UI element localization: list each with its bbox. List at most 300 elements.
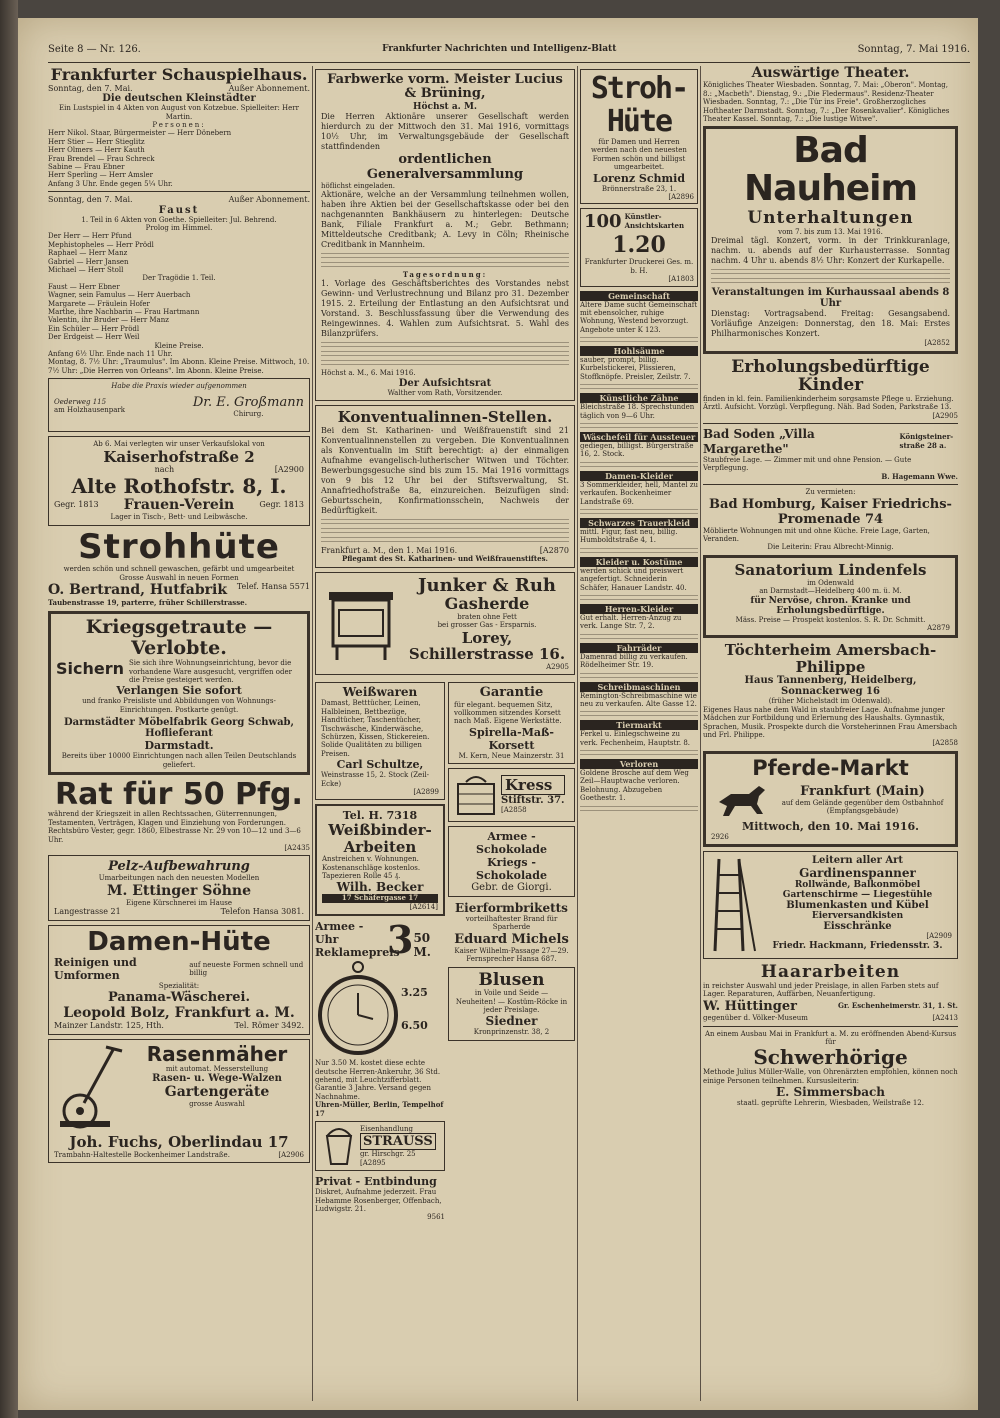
theatre-title: Frankfurter Schauspielhaus. (50, 66, 308, 84)
prices: Kleine Preise. (154, 341, 204, 350)
erholung-ad (703, 358, 958, 421)
straw-title: Strohhüte (78, 526, 280, 567)
classified-text: 3 Sommerkleider, hell, Mantel zu verkaufen. Bockenheimer Landstraße 69. (580, 480, 698, 506)
bh-firm: Die Leiterin: Frau Albrecht-Minnig. (767, 543, 894, 552)
straw-desc2: Grosse Auswahl in neuen Formen (119, 573, 239, 582)
text-filler (580, 384, 698, 390)
rasen-sub4: grosse Auswahl (189, 1100, 245, 1109)
jr-sub2: bei grosser Gas - Ersparnis. (437, 621, 537, 630)
konventualinnen-notice (315, 405, 575, 567)
pelz-title: Pelz-Aufbewahrung (108, 859, 250, 875)
gs-line6: Eierversandkisten (811, 911, 904, 922)
ww-title: Weißwaren (342, 685, 418, 700)
weissbinder-ad (315, 804, 445, 916)
bh-body: Möblierte Wohnungen mit und ohne Küche. Freie Lage, Garten, Veranden. (703, 526, 930, 543)
classified-text: Ältere Dame sucht Gemeinschaft mit ebensolcher, ruhige Wohnung, Westend bevorzugt. Angebote unter K 123. (580, 300, 698, 334)
gs-line4: Gartenschirme — Liegestühle (782, 890, 933, 901)
fw-board: Der Aufsichtsrat (398, 377, 492, 389)
toechterheim-ad (703, 642, 958, 747)
gas-stove-icon (321, 582, 401, 664)
classified-text: Remington-Schreibmaschine wie neu zu verkaufen. Alte Gasse 12. (580, 691, 697, 708)
page-header (48, 44, 970, 63)
ek-tel: Fernsprecher Hansa 687. (466, 955, 557, 964)
er-body: finden in kl. fein. Familienkinderheim sorgsamste Pflege u. Erziehung. Ärztl. Aufsicht. Vorzügl. Verpflegung. Näh. Bad Soden, Parkstraße 13. (703, 395, 954, 412)
ha-firm: W. Hüttinger (703, 998, 797, 1014)
text-filler (580, 750, 698, 756)
weisswaren-ad (315, 682, 445, 800)
column-rule (312, 66, 313, 1401)
frauenverein-ad (48, 436, 310, 526)
pm-city: Frankfurt (Main) (800, 783, 925, 799)
ek-sub: vorteilhaftester Brand für Sparherde (465, 915, 558, 932)
fv-intro: Ab 6. Mai verlegten wir unser Verkaufslokal von (93, 440, 265, 449)
classified-text: Gut erhalt. Herren-Anzug zu verk. Lange Str. 7, 2. (580, 613, 682, 631)
cast-entry: Wagner, sein Famulus — Herr Auerbach (48, 291, 191, 300)
bn-sec: Veranstaltungen im Kurhaussaal abends 8 Uhr (711, 287, 950, 310)
garantie-ad (448, 682, 575, 764)
sl-title: Sanatorium Lindenfels (734, 560, 927, 579)
newspaper-title: Frankfurter Nachrichten und Intelligenz-Blatt (382, 44, 617, 54)
pm-title: Pferde-Markt (752, 755, 909, 780)
th-body: Eigenes Haus nahe dem Wald in staubfreier Lage. Aufnahme junger Mädchen zur Fortbildung und Erlernung des Haushalts. Gymnastik, Sprachen, Musik. Prospekte durch die Vorsteherinnen Frau Amersbach und Frl. Philippe. (703, 705, 958, 739)
fw-city: Höchst a. M. (412, 101, 478, 112)
cast-entry: Mephistopheles — Herr Prödl (48, 240, 154, 249)
doctor-addr2: am Holzhausenpark (54, 406, 125, 415)
fw-title: Farbwerke vorm. Meister Lucius & Brüning, (327, 72, 563, 102)
war-text: Sie sich ihre Wohnungseinrichtung, bevor die vorhandene Ware ausgesucht, vergriffen oder die Preise gesteigert werden. (129, 659, 292, 684)
fw-meeting: ordentlichen Generalversammlung (366, 151, 524, 182)
kv-date: Frankfurt a. M., den 1. Mai 1916. (321, 545, 458, 555)
bl-title: Blusen (478, 969, 545, 990)
schokolade-ad (448, 826, 575, 897)
ha-body: in reichster Auswahl und jeder Preislage, in allen Farben stets auf Lager. Reparaturen, Auffärben, Neuanfertigung. (703, 981, 939, 999)
rasenmaeher-ad (48, 1039, 310, 1163)
pe-title: Privat - Entbindung (315, 1175, 437, 1189)
bad-soden-ad (703, 427, 958, 481)
cast-list-2 (48, 232, 310, 274)
bs-addr: Königsteiner-straße 28 a. (899, 432, 954, 450)
bs-body: Staubfreie Lage. — Zimmer mit und ohne Pension. — Gute Verpflegung. (703, 456, 912, 473)
cast-entry: Sabine — Frau Ebner (48, 162, 125, 171)
rasen-title: Rasenmäher (146, 1042, 288, 1067)
perf2-sub: Außer Abonnement. (228, 195, 310, 205)
column-3 (580, 66, 698, 815)
k100-label: Künstler-Ansichtskarten (624, 212, 685, 230)
cast-entry: Valentin, ihr Bruder — Herr Manz (48, 316, 169, 325)
jr-code: A2905 (546, 662, 569, 671)
text-filler (580, 509, 698, 515)
classified-heading: Verloren (580, 759, 698, 769)
k100-code: [A1803 (668, 275, 694, 284)
k100-price: 1.20 (612, 232, 666, 259)
perf2-date: Sonntag, den 7. Mai. (48, 195, 133, 205)
rasen-code: [A2906 (278, 1151, 304, 1160)
rasen-foot: Trambahn-Haltestelle Bockenheimer Landstraße. (54, 1151, 230, 1160)
classified-text: mittl. Figur, fast neu, billig. Humboldtstraße 4, 1. (580, 527, 678, 545)
wb-firm: Wilh. Becker (336, 880, 424, 895)
wb-body: Anstreichen v. Wohnungen. Kostenanschläge kostenlos. Tapezieren Rolle 45 ₰. (322, 855, 421, 881)
gs-line7: Eisschränke (823, 921, 892, 933)
es-line1: Eisenhandlung (360, 1124, 413, 1133)
classified-text: Bleichstraße 18. Sprechstunden täglich von 9—6 Uhr. (580, 403, 695, 420)
sanatorium-ad (703, 555, 958, 639)
cast-entry: Herr Stier — Herr Stieglitz (48, 137, 145, 146)
rasen-sub2: Rasen- u. Wege-Walzen (152, 1073, 282, 1085)
blusen-ad (448, 967, 575, 1041)
watch-price: 3 (387, 917, 414, 963)
straw-addr: Taubenstrasse 19, parterre, früher Schillerstrasse. (48, 598, 248, 608)
sh-addr: Brönnerstraße 23, 1. (601, 184, 677, 193)
classified-heading: Fahrräder (580, 643, 698, 653)
sw-firm: E. Simmersbach (775, 1085, 886, 1100)
bs-title: Bad Soden „Villa Margarethe" (703, 427, 815, 456)
text-filler (580, 806, 698, 812)
schwerhoerige-ad (703, 1030, 958, 1108)
stroh-huete-ad (580, 69, 698, 204)
gs-line1: Leitern aller Art (811, 855, 904, 867)
tel-label: Tel. H. 7318 (342, 809, 418, 823)
es-addr: gr. Hirschgr. 25 (360, 1150, 416, 1159)
classifieds-list (580, 291, 698, 812)
tragedy-head: Der Tragödie 1. Teil. (142, 274, 216, 283)
bh-intro: Zu vermieten: (805, 488, 856, 497)
ladder-icon (709, 855, 759, 955)
doctor-intro: Habe die Praxis wieder aufgenommen (111, 382, 247, 391)
cast-entry: Herr Nikol. Staar, Bürgermeister — Herr Dönebern (48, 129, 232, 138)
cast-entry: Raphael — Herr Manz (48, 249, 128, 258)
bn-body2: Dienstag: Vortragsabend. Freitag: Gesangsabend. Vorläufige Anzeigen: Donnerstag, den 18. Mai: Erstes Philharmonisches Konzert. (711, 309, 950, 339)
fw-agenda: Tagesordnung: (402, 269, 488, 279)
classified-heading: Kleider u. Kostüme (580, 557, 698, 567)
gar-title: Garantie (479, 685, 544, 701)
eierbriketts-ad (448, 901, 575, 964)
k100-firm: Frankfurter Druckerei Ges. m. b. H. (584, 258, 694, 275)
fv-right: Gegr. 1813 (259, 500, 304, 510)
classified-text: sauber, prompt, billig. Kurbelstickerei, Plissieren, Stoffknöpfe. Preisler, Zeilstr. 7. (580, 356, 691, 381)
straw-firm: O. Bertrand, Hutfabrik (48, 582, 228, 599)
watch-price3: 6.50 (401, 1019, 428, 1033)
war-sichern: Sichern (56, 659, 125, 679)
weekly-program: Montag, 8. 7½ Uhr: „Traumulus". Im Abonn. Kleine Preise. Mittwoch, 10. 7½ Uhr: „Die Herren von Orleans". Im Abonn. Kleine Preise. (48, 358, 310, 375)
classified-text: Ferkel u. Einlegschweine zu verk. Fechenheim, Hauptstr. 8. (580, 730, 691, 747)
ek-addr: Kaiser Wilhelm-Passage 27—29. (454, 946, 569, 955)
kress-code: [A2858 (501, 806, 527, 815)
fv-sub: Lager in Tisch-, Bett- und Leibwäsche. (110, 513, 248, 522)
sw-addr: staatl. geprüfte Lehrerin, Wiesbaden, Weilstraße 12. (737, 1099, 924, 1108)
classified-heading: Wäschefeil für Aussteuer (580, 432, 698, 442)
sl-sub: im Odenwald (807, 578, 854, 587)
gar-prod: Spirella-Maß-Korsett (469, 725, 554, 752)
text-filler (580, 548, 698, 554)
ww-firm: Carl Schultze, (336, 758, 424, 772)
cast-entry: Herr Sperling — Herr Amsler (48, 171, 154, 180)
er-title: Erholungsbedürftige Kinder (731, 356, 930, 396)
rat-ad (48, 776, 310, 853)
kv-body: Bei dem St. Katharinen- und Weißfrauenstift sind 21 Konventualinnenstellen zu vergeben. Die Konventualinnen als Konventualin im Stift berechtigt: a) der einmaligen Aufnahme evangelisch-lutherischer Witwen und Töchter. Bewerbungsgesuche sind bis zum 15. Mai 1916 vormittags von 9 bis 12 Uhr bei der Stiftsverwaltung, St. Annafriedhofstraße 8a, einzureichen. Beizufügen sind: Geburtsschein, Konfirmationsschein, Nachweis der Bedürftigkeit. (321, 425, 569, 515)
fw-body: Aktionäre, welche an der Versammlung teilnehmen wollen, haben ihre Aktien bei der Gesellschaftskasse oder bei den nachgenannten Bankhäusern zu hinterlegen: Deutsche Bank, Filiale Frankfurt a. M.; Gebr. Bethmann; Mitteldeutsche Creditbank; A. Levy in Cöln; Rheinische Creditbank in Mannheim. (321, 189, 569, 249)
th-sub: Haus Tannenberg, Heidelberg, Sonnackerweg 16 (744, 675, 917, 698)
damen-title: Damen-Hüte (87, 926, 271, 957)
doctor-name: Dr. E. Großmann (192, 394, 304, 410)
text-filler (580, 673, 698, 679)
classified-heading: Schreibmaschinen (580, 682, 698, 692)
sh-title: Stroh-Hüte (590, 71, 688, 139)
ww-code: [A2899 (413, 787, 439, 796)
cast-list-1 (48, 129, 310, 179)
pelz-addr: Langestrasse 21 (54, 907, 121, 917)
armee-uhr-ad (315, 917, 445, 1118)
damen-spec2: Panama-Wäscherei. (107, 990, 251, 1006)
gs-code: [A2909 (926, 932, 952, 941)
doctor-addr: Oederweg 115 (54, 397, 107, 406)
th-code: [A2858 (932, 739, 958, 748)
k100-num: 100 (584, 211, 622, 233)
bl-body: in Voile und Seide — Neuheiten! — Kostüm-Röcke in jeder Preislage. (455, 989, 568, 1015)
classified-heading: Tiermarkt (580, 720, 698, 730)
classified-text: gediegen, billigst. Bürgerstraße 16, 2. Stock. (580, 442, 694, 459)
fv-from: Kaiserhofstraße 2 (103, 447, 255, 466)
text-filler (580, 423, 698, 429)
column-4 (703, 66, 958, 1108)
sw-body: Methode Julius Müller-Walle, von Ohrenärzten empfohlen, können noch einige Personen teilnehmen. Kursusleiterin: (703, 1068, 958, 1085)
damen-spec: Spezialität: (158, 982, 200, 991)
cast-entry: Frau Brendel — Frau Schreck (48, 154, 155, 163)
text-filler (580, 462, 698, 468)
perf2-play: Faust (158, 204, 200, 216)
er-code: [A2905 (932, 411, 958, 420)
ek-firm: Eduard Michels (454, 931, 569, 947)
bl-addr: Kronprinzenstr. 38, 2 (473, 1028, 550, 1037)
wb-title: Weißbinder-Arbeiten (328, 821, 432, 856)
war-request2: und franko Preisliste und Abbildungen von Wohnungs-Einrichtungen. Postkarte genügt. (82, 697, 276, 714)
pelz-desc: Eigene Kürschnerei im Hause (125, 898, 233, 907)
th-sub2: (früher Michelstadt im Odenwald). (768, 697, 893, 706)
damen-firm: Leopold Bolz, Frankfurt a. M. (63, 1005, 295, 1022)
pe-code: 9561 (427, 1213, 445, 1222)
hackmann-ad (703, 851, 958, 959)
es-name: STRAUSS (360, 1133, 436, 1150)
perf2-desc: 1. Teil in 6 Akten von Goethe. Spielleiter: Jul. Behrend. (81, 215, 277, 224)
theatre-program (48, 66, 310, 375)
privat-entbindung-ad (315, 1175, 445, 1222)
gar-body: für elegant. bequemen Sitz, vollkommen sitzendes Korsett nach Maß. Eigene Werkstätte. (454, 700, 562, 726)
bl-firm: Siedner (485, 1014, 538, 1029)
prolog: Prolog im Himmel. (145, 224, 213, 233)
horse-icon (711, 780, 771, 820)
kress-ad (448, 768, 575, 822)
auswaertige-theater (703, 66, 958, 123)
straw-tel: Telef. Hansa 5571 (236, 582, 310, 592)
pferdemarkt-ad (703, 751, 958, 847)
page-number: Seite 8 — Nr. 126. (48, 44, 141, 55)
perf1-times: Anfang 3 Uhr. Ende gegen 5¼ Uhr. (48, 179, 173, 188)
bh-title: Bad Homburg, Kaiser Friedrichs-Promenade 74 (709, 496, 952, 527)
pelz-sub: Umarbeitungen nach den neuesten Modellen (98, 874, 260, 883)
kriegsgetraute-ad (48, 611, 310, 775)
th-title: Töchterheim Amersbach-Philippe (724, 641, 937, 676)
war-request: Verlangen Sie sofort (116, 684, 242, 698)
fv-to: Alte Rothofstr. 8, I. (71, 473, 287, 498)
rat-title: Rat für 50 Pfg. (55, 776, 303, 812)
fv-name: Frauen-Verein (123, 496, 235, 513)
pm-date: Mittwoch, den 10. Mai 1916. (742, 819, 919, 833)
strauss-ad (315, 1121, 445, 1171)
fw-board2: Walther vom Rath, Vorsitzender. (387, 388, 503, 397)
watch-price2: 3.25 (401, 986, 428, 1000)
sl-body: für Nervöse, chron. Kranke und Erholungsbedürftige. (750, 595, 911, 616)
classified-text: werden schick und preiswert angefertigt. Schneiderin Schäfer, Hanauer Landstr. 40. (580, 566, 687, 592)
bn-title: Bad Nauheim (744, 130, 917, 210)
war-foot: Bereits über 10000 Einrichtungen nach allen Teilen Deutschlands geliefert. (61, 752, 297, 769)
war-title: Kriegsgetraute — Verlobte. (85, 616, 273, 660)
watch-title: Armee - Uhr Reklamepreis (315, 920, 400, 960)
text-filler (580, 595, 698, 601)
sh-firm: Lorenz Schmid (592, 171, 686, 185)
damen-hute-ad (48, 925, 310, 1035)
kuenstlerkarten-ad (580, 208, 698, 286)
rat-code: [A2435 (284, 844, 310, 853)
jr-prod: Gasherde (444, 594, 530, 614)
at-title: Auswärtige Theater. (751, 66, 910, 81)
cast-entry: Marthe, ihre Nachbarin — Frau Hartmann (48, 307, 200, 316)
bad-homburg-ad (703, 488, 958, 552)
cast-entry: Der Erdgeist — Herr Weil (48, 333, 140, 342)
perf1-play: Die deutschen Kleinstädter (102, 93, 256, 105)
classified-text: Goldene Brosche auf dem Weg Zeil—Hauptwache verloren. Belohnung. Abzugeben Goethestr. 1. (580, 769, 689, 803)
classified-heading: Schwarzes Trauerkleid (580, 518, 698, 528)
classified-heading: Künstliche Zähne (580, 393, 698, 403)
persons-head: Personen: (152, 120, 206, 129)
sh-body: für Damen und Herren werden nach den neuesten Formen schön und billigst umgearbeitet. (591, 138, 687, 172)
kress-name: Kress (501, 775, 565, 795)
pelz-tel: Telefon Hansa 3081. (220, 907, 304, 917)
classified-heading: Damen-Kleider (580, 471, 698, 481)
bn-code: [A2852 (924, 339, 950, 348)
fw-invite: höflichst eingeladen. (321, 181, 395, 190)
junker-ruh-ad (315, 572, 575, 676)
jr-sub: braten ohne Fett (457, 613, 517, 622)
damen-sub2: auf neueste Formen schnell und billig (189, 960, 304, 978)
lawnmower-icon (54, 1043, 124, 1133)
bn-period: vom 7. bis zum 13. Mai 1916. (778, 227, 883, 236)
classified-heading: Gemeinschaft (580, 291, 698, 301)
column-1 (48, 66, 310, 1167)
wb-code: [A2614] (409, 902, 438, 911)
gs-line3: Rollwände, Balkonmöbel (794, 880, 921, 891)
war-firm: Darmstädter Möbelfabrik Georg Schwab, Hoflieferant (63, 717, 295, 740)
classified-heading: Herren-Kleider (580, 604, 698, 614)
damen-sub: Reinigen und Umformen (54, 956, 137, 983)
pm-body: auf dem Gelände gegenüber dem Ostbahnhof (Empfangsgebäude) (781, 798, 944, 816)
bn-body: Dreimal tägl. Konzert, vorm. in der Trinkkuranlage, nachm. u. abends auf der Kurhausterrasse. Sonntag nachm. 4 Uhr u. abends 8½ Uhr: Konzert der Kurkapelle. (711, 236, 950, 266)
kress-addr: Stiftstr. 37. (501, 795, 565, 807)
cast-entry: Gabriel — Herr Jansen (48, 257, 129, 266)
choc-line1: Armee - Schokolade (476, 830, 547, 857)
sw-title: Schwerhörige (753, 1045, 908, 1070)
perf1-date: Sonntag, den 7. Mai. (48, 83, 133, 93)
sw-intro: An einem Ausbau Mai in Frankfurt a. M. zu eröffnenden Abend-Kursus für (704, 1029, 957, 1047)
kv-title: Konventualinnen-Stellen. (337, 408, 553, 427)
bucket-icon (321, 1126, 357, 1166)
straw-desc: werden schön und schnell gewaschen, gefärbt und umgearbeitet (63, 565, 295, 574)
jr-dealer: Lorey, Schillerstrasse 16. (408, 628, 566, 664)
cast-entry: Michael — Herr Stoll (48, 266, 124, 275)
gs-line5: Blumenkasten und Kübel (786, 900, 929, 912)
issue-date: Sonntag, 7. Mai 1916. (857, 44, 970, 55)
es-code: [A2895 (360, 1158, 386, 1167)
fw-date: Höchst a. M., 6. Mai 1916. (321, 369, 416, 378)
ww-body: Damast, Betttücher, Leinen, Halbleinen, Bettbezüge, Handtücher, Taschentücher, Tischwäsche, Kinderwäsche, Schürzen, Kissen, Stickereien. Solide Qualitäten zu billigen Preisen. (321, 699, 430, 758)
perf2-times: Anfang 6½ Uhr. Ende nach 11 Uhr. (48, 349, 173, 358)
sl-price: Mäss. Preise — Prospekt kostenlos. S. R. Dr. Schmitt. (735, 615, 926, 624)
at-body: Königliches Theater Wiesbaden. Sonntag, 7. Mai: „Oberon". Montag, 8.: „Macbeth". Dienstag, 9.: „Die Fledermaus". Residenz-Theater Wiesbaden. Sonntag, 7.: „Die Tür ins Freie". Großherzogliches Hoftheater Darmstadt. Sonntag, 7.: „Der Rosenkavalier". Königliches Theater Kassel. Sonntag, 7.: „Die lustige Witwe". (703, 81, 950, 123)
watch-firm: Uhren-Müller, Berlin, Tempelhof 17 (315, 1100, 444, 1118)
perf1-sub: Außer Abonnement. (228, 83, 310, 93)
ww-addr: Weinstrasse 15, 2. Stock (Zeil-Ecke) (321, 771, 430, 788)
doctor-ad (48, 378, 310, 432)
gs-firm: Friedr. Hackmann, Friedensstr. 3. (772, 940, 943, 951)
rasen-sub3: Gartengeräte (164, 1084, 270, 1101)
choc-line2: Kriegs - Schokolade (476, 856, 547, 883)
sl-addr: an Darmstadt—Heidelberg 400 m. ü. M. (759, 587, 902, 596)
book-binding (0, 0, 18, 1418)
fv-code: [A2900 (274, 465, 304, 474)
sh-code: [A2896 (668, 192, 694, 201)
pm-code: 2926 (711, 832, 729, 841)
column-2 (315, 66, 575, 1222)
column-rule (577, 66, 578, 1401)
cast-entry: Faust — Herr Ebner (48, 282, 120, 291)
cast-list-3 (48, 283, 310, 342)
gar-firm: M. Kern, Neue Mainzerstr. 31 (458, 751, 565, 760)
fw-points: 1. Vorlage des Geschäftsberichtes des Vorstandes nebst Gewinn- und Verlustrechnung und Bilanz pro 31. Dezember 1915. 2. Erteilung der Entlastung an den Aufsichtsrat und Vorstand. 3. Beschlussfassung über die Verwendung des Reingewinnes. 4. Wahlen zum Aufsichtsrat. 5. Wahl des Bilanzprüfers. (321, 279, 569, 339)
column-rule (700, 66, 701, 1401)
fv-left: Gegr. 1813 (54, 500, 99, 510)
farbwerke-notice (315, 69, 575, 401)
kv-sign: Pflegamt des St. Katharinen- und Weißfrauenstiftes. (341, 554, 548, 564)
doctor-title: Chirurg. (233, 409, 264, 418)
jr-firm: Junker & Ruh (417, 574, 556, 596)
classified-heading: Hohlsäume (580, 346, 698, 356)
ha-addr: Gr. Eschenheimerstr. 31, 1. St. (838, 1001, 958, 1011)
fw-intro: Die Herren Aktionäre unserer Gesellschaft werden hierdurch zu der Mittwoch den 31. Mai 1916, vormittags 10½ Uhr, im Verwaltungsgebäude der Gesellschaft stattfindenden (321, 111, 569, 151)
damen-tel: Tel. Römer 3492. (234, 1021, 304, 1031)
wb-addr: 17 Schäfergasse 17 (322, 894, 438, 902)
pelz-firm: M. Ettinger Söhne (106, 882, 251, 899)
sl-code: A2879 (927, 623, 950, 632)
bad-nauheim-ad (703, 126, 958, 353)
cast-entry: Ein Schüler — Herr Prödl (48, 324, 140, 333)
watch-text: Nur 3.50 M. kostet diese echte deutsche Herren-Ankeruhr, 36 Std. gehend, mit Leuchtzifferblatt. Garantie 3 Jahre. Versand gegen Nachnahme. (315, 1059, 441, 1101)
rasen-sub: mit automat. Messerstellung (165, 1065, 269, 1074)
cast-entry: Margarete — Fräulein Hofer (48, 299, 150, 308)
war-city: Darmstadt. (144, 739, 214, 753)
text-filler (580, 634, 698, 640)
ha-title: Haararbeiten (760, 962, 901, 983)
ha-code: [A2413 (932, 1014, 958, 1023)
watch-cents: 50 (413, 931, 431, 946)
kv-code: [A2870 (539, 545, 569, 555)
pelz-ad (48, 855, 310, 920)
strohhuete-ad (48, 526, 310, 608)
choc-firm: Gebr. de Giorgi. (471, 882, 552, 894)
ek-title: Eierformbriketts (455, 901, 568, 916)
ha-addr2: gegenüber d. Völker-Museum (703, 1014, 808, 1023)
cast-entry: Herr Olmers — Herr Kauth (48, 146, 145, 155)
text-filler (580, 711, 698, 717)
damen-addr: Mainzer Landstr. 125, Hth. (54, 1021, 164, 1031)
cast-entry: Der Herr — Herr Pfund (48, 232, 132, 241)
